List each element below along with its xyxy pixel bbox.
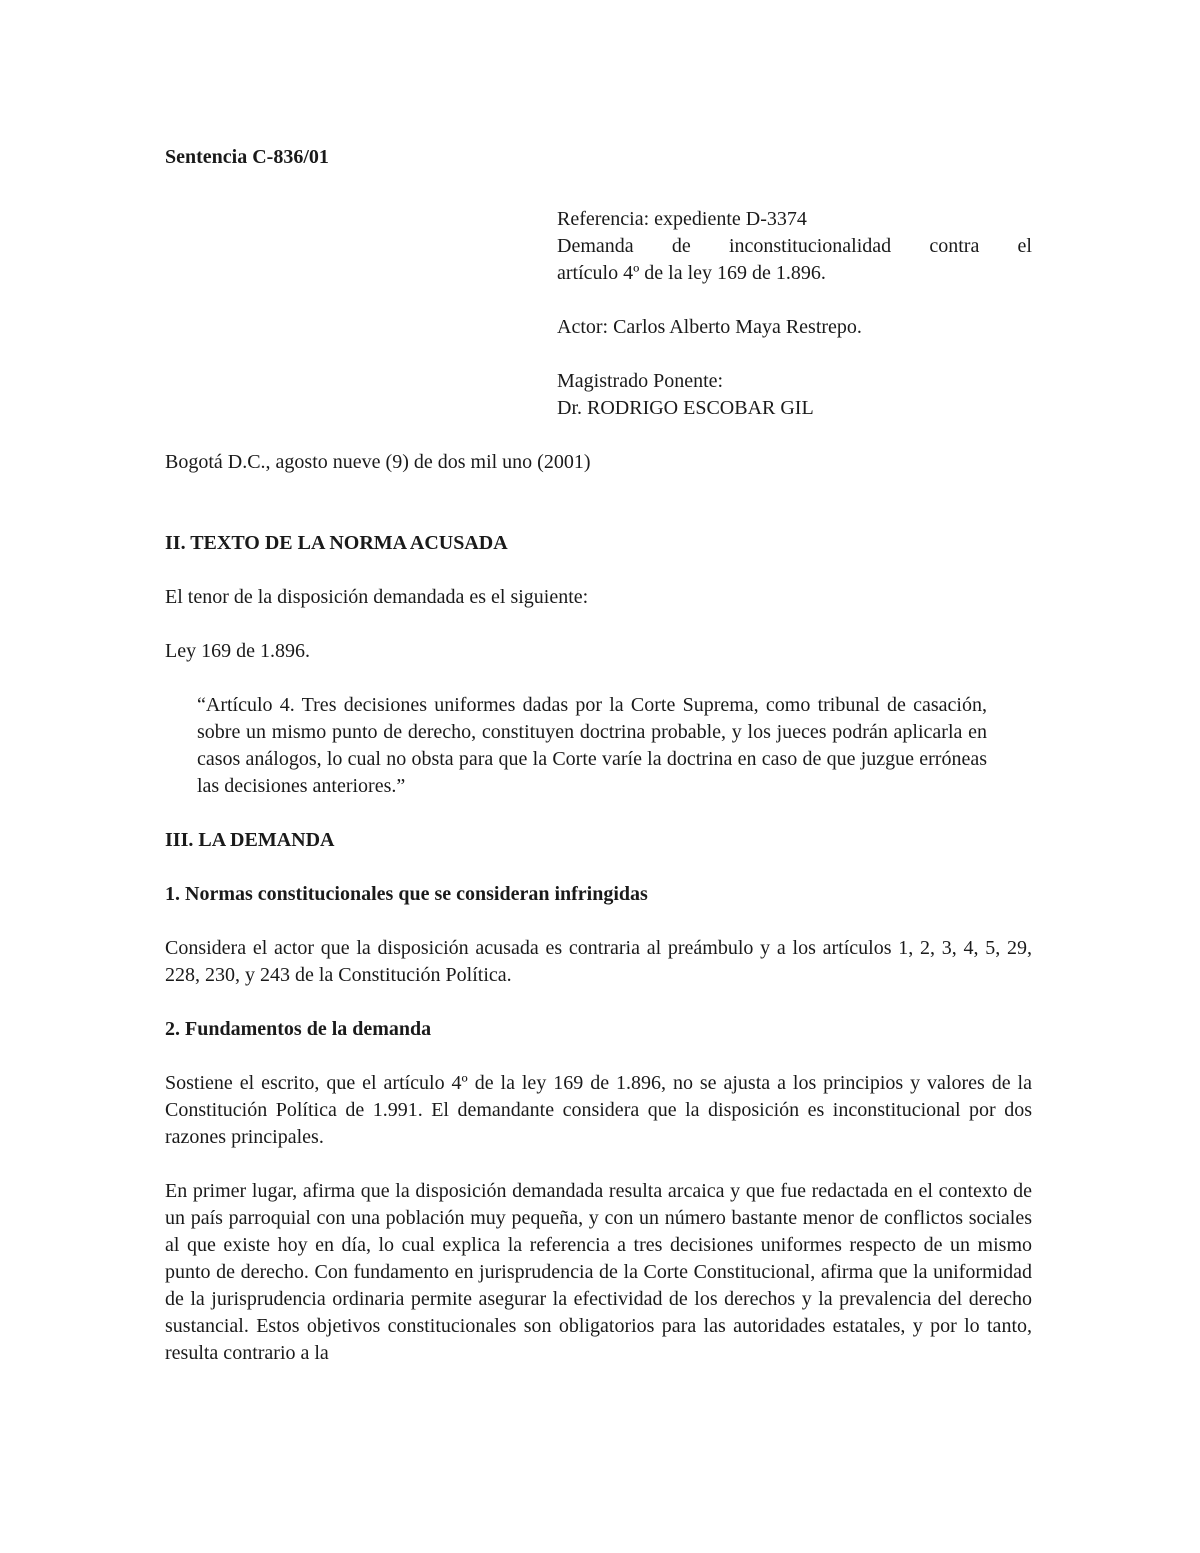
section-heading: III. LA DEMANDA xyxy=(165,829,335,851)
reference-line: Demanda de inconstitucionalidad contra el xyxy=(557,235,1032,257)
document-title: Sentencia C-836/01 xyxy=(165,146,329,168)
document-body xyxy=(165,144,1032,1367)
paragraph: En primer lugar, afirma que la disposición demandada resulta arcaica y que fue redactada en el contexto de un país parroquial con una población muy pequeña, y con un número bastante menor de conflictos sociales al que existe hoy en día, lo cual explica la referencia a tres decisiones uniformes respecto de un mismo punto de derecho. Con fundamento en jurisprudencia de la Corte Constitucional, afirma que la uniformidad de la jurisprudencia ordinaria permite asegurar la efectividad de los derechos y la prevalencia del derecho sustancial. Estos objetivos constitucionales son obligatorios para las autoridades estatales, y por lo tanto, resulta contrario a la xyxy=(165,1180,1032,1364)
paragraph: Considera el actor que la disposición acusada es contraria al preámbulo y a los artículos 1, 2, 3, 4, 5, 29, 228, 230, y 243 de la Constitución Política. xyxy=(165,937,1032,986)
subsection-heading: 1. Normas constitucionales que se consideran infringidas xyxy=(165,883,648,905)
magistrate-name: Dr. RODRIGO ESCOBAR GIL xyxy=(557,397,814,419)
reference-block xyxy=(557,206,1032,422)
paragraph: Ley 169 de 1.896. xyxy=(165,640,310,662)
section-heading: II. TEXTO DE LA NORMA ACUSADA xyxy=(165,532,508,554)
subsection-heading: 2. Fundamentos de la demanda xyxy=(165,1018,432,1040)
actor-line: Actor: Carlos Alberto Maya Restrepo. xyxy=(557,316,862,338)
paragraph: Sostiene el escrito, que el artículo 4º de la ley 169 de 1.896, no se ajusta a los principios y valores de la Constitución Política de 1.991. El demandante considera que la disposición es inconstitucional por dos razones principales. xyxy=(165,1072,1032,1148)
quoted-article: “Artículo 4. Tres decisiones uniformes dadas por la Corte Suprema, como tribunal de casación, sobre un mismo punto de derecho, constituyen doctrina probable, y los jueces podrán aplicarla en casos análogos, lo cual no obsta para que la Corte varíe la doctrina en caso de que juzgue erróneas las decisiones anteriores.” xyxy=(197,694,987,797)
document-date: Bogotá D.C., agosto nueve (9) de dos mil uno (2001) xyxy=(165,451,591,473)
reference-line: artículo 4º de la ley 169 de 1.896. xyxy=(557,262,826,284)
reference-line: Referencia: expediente D-3374 xyxy=(557,208,807,230)
paragraph: El tenor de la disposición demandada es el siguiente: xyxy=(165,586,589,608)
magistrate-label: Magistrado Ponente: xyxy=(557,370,724,392)
